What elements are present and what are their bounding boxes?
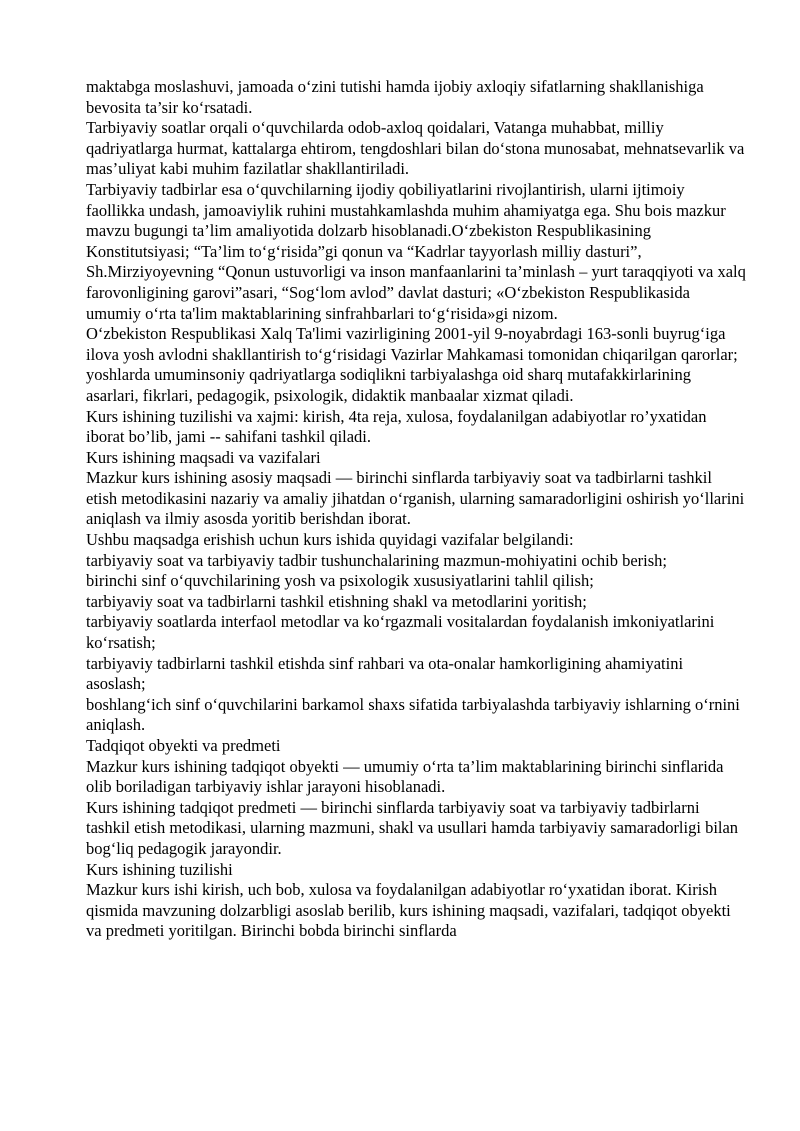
list-item: tarbiyaviy soatlarda interfaol metodlar va ko‘rgazmali vositalardan foydalanish imkoniyatlarini ko‘rsatish; <box>86 612 715 653</box>
list-item: tarbiyaviy soat va tadbirlarni tashkil etishning shakl va metodlarini yoritish; <box>86 591 587 611</box>
list-item: boshlang‘ich sinf o‘quvchilarini barkamol shaxs sifatida tarbiyalashda tarbiyaviy ishlarning o‘rnini aniqlash. <box>86 694 740 735</box>
paragraph: Ushbu maqsadga erishish uchun kurs ishida quyidagi vazifalar belgilandi: <box>86 530 574 550</box>
section-heading: Tadqiqot obyekti va predmeti <box>86 736 281 755</box>
paragraph: Mazkur kurs ishining asosiy maqsadi — birinchi sinflarda tarbiyaviy soat va tadbirlarni tashkil etish metodikasini nazariy va amaliy jihatdan o‘rganish, ularning samaradorligini oshirish yo‘llarini aniqlash va ilmiy asosda yoritib berishdan iborat. <box>86 468 745 529</box>
paragraph: Kurs ishining tadqiqot predmeti — birinchi sinflarda tarbiyaviy soat va tarbiyaviy tadbirlarni tashkil etish metodikasi, ularning mazmuni, shakl va usullari hamda tarbiyaviy samaradorligi bilan bog‘liq pedagogik jarayondir. <box>86 797 739 858</box>
paragraph: Kurs ishining tuzilishi va xajmi: kirish, 4ta reja, xulosa, foydalanilgan adabiyotlar ro’yxatidan iborat bo’lib, jami -- sahifani tashkil qiladi. <box>86 406 707 447</box>
section-heading: Kurs ishining tuzilishi <box>86 859 233 879</box>
list-item: tarbiyaviy soat va tarbiyaviy tadbir tushunchalarining mazmun-mohiyatini ochib berish; <box>86 550 668 570</box>
list-item: tarbiyaviy tadbirlarni tashkil etishda sinf rahbari va ota-onalar hamkorligining ahamiyatini asoslash; <box>86 653 684 694</box>
paragraph: Tarbiyaviy tadbirlar esa o‘quvchilarning ijodiy qobiliyatlarini rivojlantirish, ularni ijtimoiy faollikka undash, jamoaviylik ruhini mustahkamlashda muhim ahamiyatga ega. Shu bois mazkur mavzu bugungi ta’lim amaliyotida dolzarb hisoblanadi.O‘zbekiston Respublikasining Konstitutsiyasi; “Ta’lim to‘g‘risida”gi qonun va “Kadrlar tayyorlash milliy dasturi”, Sh.Mirziyoyevning “Qonun ustuvorligi va inson manfaanlarini ta’minlash – yurt taraqqiyoti va xalq farovonligining garovi”asari, “Sog‘lom avlod” davlat dasturi; «O‘zbekiston Respublikasida umumiy o‘rta ta'lim maktablarining sinfrahbarlari to‘g‘risida»gi nizom. <box>86 179 746 323</box>
section-heading: Kurs ishining maqsadi va vazifalari <box>86 447 321 467</box>
paragraph: Tarbiyaviy soatlar orqali o‘quvchilarda odob-axloq qoidalari, Vatanga muhabbat, milliy qadriyatlarga hurmat, kattalarga ehtirom, tengdoshlari bilan do‘stona munosabat, mehnatsevarlik va mas’uliyat kabi muhim fazilatlar shakllantiriladi. <box>86 118 745 179</box>
paragraph: Mazkur kurs ishi kirish, uch bob, xulosa va foydalanilgan adabiyotlar ro‘yxatidan iborat. Kirish qismida mavzuning dolzarbligi asoslab berilib, kurs ishining maqsadi, vazifalari, tadqiqot obyekti va predmeti yoritilgan. Birinchi bobda birinchi sinflarda <box>86 880 731 941</box>
list-item: birinchi sinf o‘quvchilarining yosh va psixologik xususiyatlarini tahlil qilish; <box>86 571 594 591</box>
paragraph: maktabga moslashuvi, jamoada o‘zini tutishi hamda ijobiy axloqiy sifatlarning shakllanishiga bevosita ta’sir ko‘rsatadi. <box>86 77 704 117</box>
paragraph: Mazkur kurs ishining tadqiqot obyekti — umumiy o‘rta ta’lim maktablarining birinchi sinflarida olib boriladigan tarbiyaviy ishlar jarayoni hisoblanadi. <box>86 756 724 797</box>
document-page <box>86 77 746 942</box>
paragraph: O‘zbekiston Respublikasi Xalq Ta'limi vazirligining 2001-yil 9-noyabrdagi 163-sonli buyrug‘iga ilova yosh avlodni shakllantirish to‘g‘risidagi Vazirlar Mahkamasi tomonidan chiqarilgan qarorlar; yoshlarda umuminsoniy qadriyatlarga sodiqlikni tarbiyalashga oid sharq mutafakkirlarining asarlari, fikrlari, pedagogik, psixologik, didaktik manbaalar xizmat qiladi. <box>86 324 738 405</box>
